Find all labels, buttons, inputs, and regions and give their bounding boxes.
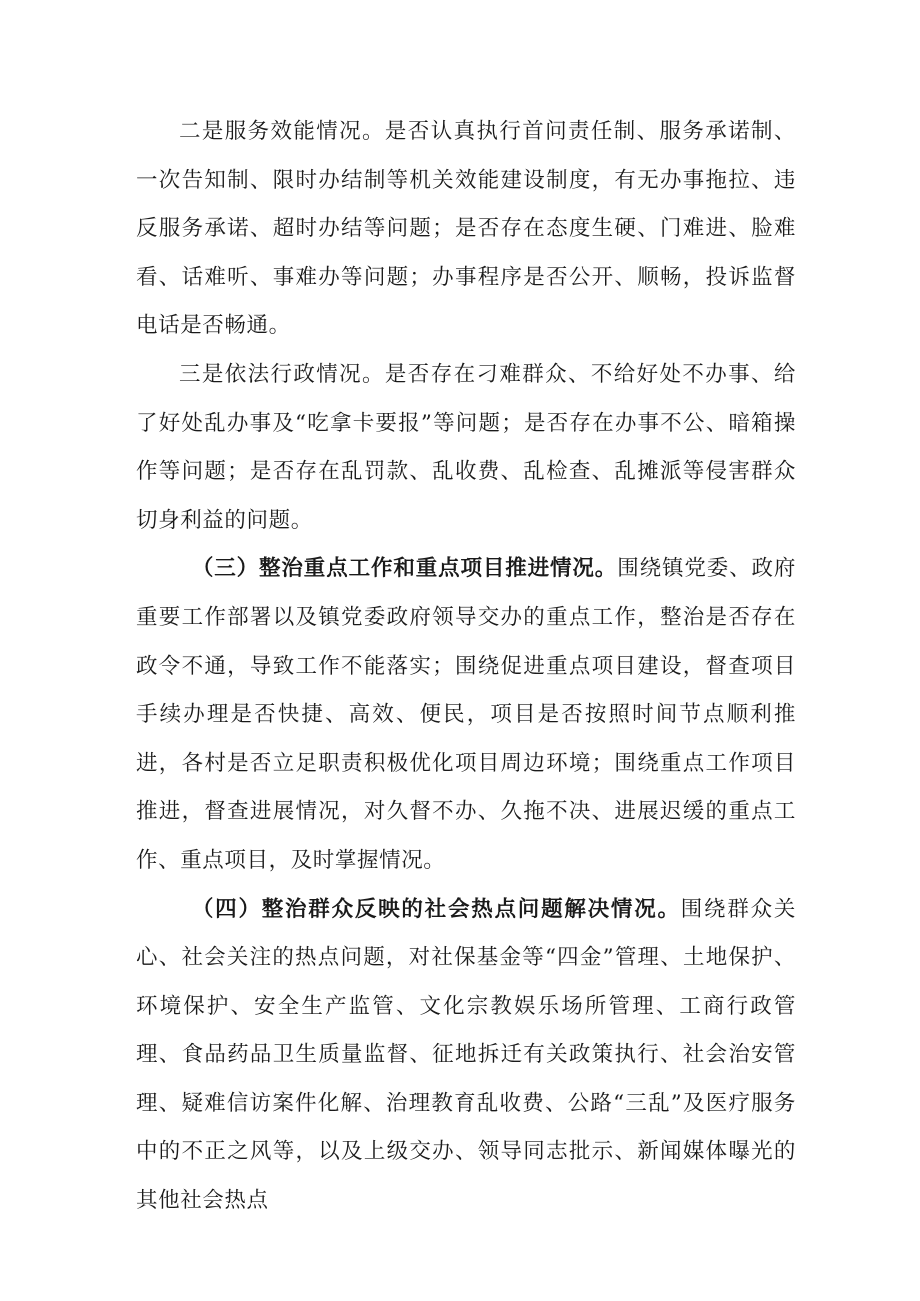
paragraph-text: 围绕群众关心、社会关注的热点问题，对社保基金等“四金”管理、土地保护、环境保护、安全生产监管、文化宗教娱乐场所管理、工商行政管理、食品药品卫生质量监督、征地拆迁有关政策执行、社会治安管理、疑难信访案件化解、治理教育乱收费、公路“三乱”及医疗服务中的不正之风等，以及上级交办、领导同志批示、新闻媒体曝光的其他社会热点 — [136, 896, 796, 1214]
paragraph-social-hotspots — [136, 886, 796, 1226]
paragraph-heading: （四）整治群众反映的社会热点问题解决情况。 — [191, 896, 681, 922]
paragraph-lawful-administration — [136, 351, 796, 545]
paragraph-heading: （三）整治重点工作和重点项目推进情况。 — [191, 556, 618, 582]
paragraph-key-projects — [136, 545, 796, 885]
paragraph-service-efficiency — [136, 108, 796, 351]
paragraph-text: 围绕镇党委、政府重要工作部署以及镇党委政府领导交办的重点工作，整治是否存在政令不通，导致工作不能落实；围绕促进重点项目建设，督查项目手续办理是否快捷、高效、便民，项目是否按照时间节点顺利推进，各村是否立足职责积极优化项目周边环境；围绕重点工作项目推进，督查进展情况，对久督不办、久拖不决、进展迟缓的重点工作、重点项目，及时掌握情况。 — [136, 556, 796, 873]
paragraph-text: 三是依法行政情况。是否存在刁难群众、不给好处不办事、给了好处乱办事及“吃拿卡要报”等问题；是否存在办事不公、暗箱操作等问题；是否存在乱罚款、乱收费、乱检查、乱摊派等侵害群众切身利益的问题。 — [136, 361, 796, 533]
document-body — [136, 108, 796, 1226]
paragraph-text: 二是服务效能情况。是否认真执行首问责任制、服务承诺制、一次告知制、限时办结制等机关效能建设制度，有无办事拖拉、违反服务承诺、超时办结等问题；是否存在态度生硬、门难进、脸难看、话难听、事难办等问题；办事程序是否公开、顺畅，投诉监督电话是否畅通。 — [136, 119, 796, 339]
